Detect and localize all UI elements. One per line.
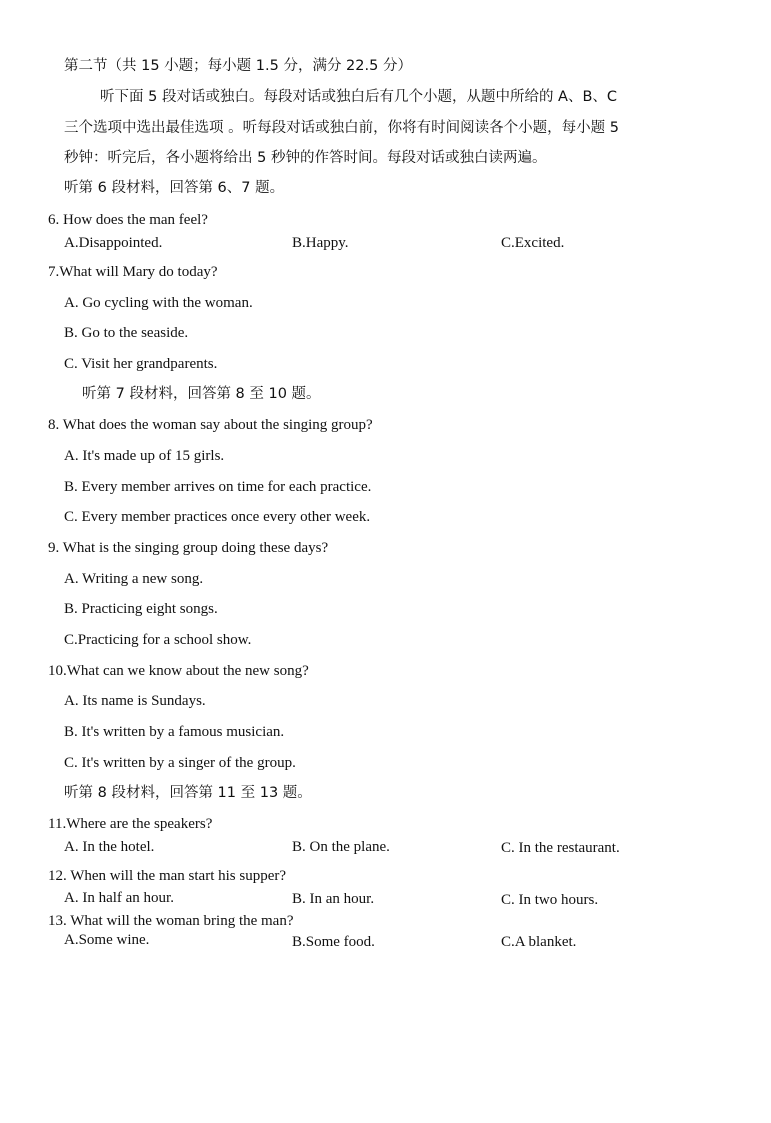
option-b: B. Go to the seaside. (64, 325, 189, 341)
option-b: B. In an hour. (292, 891, 375, 907)
option-b: B.Happy. (292, 235, 349, 251)
question-stem: 13. What will the woman bring the man? (48, 913, 294, 929)
option-a: A. In half an hour. (64, 890, 174, 906)
option-c: C.Excited. (501, 235, 565, 251)
option-a: A. Go cycling with the woman. (64, 295, 253, 311)
option-a: A. It's made up of 15 girls. (64, 448, 225, 464)
option-b: B. Every member arrives on time for each practice. (64, 479, 372, 495)
option-b: B.Some food. (292, 934, 375, 950)
option-c: C. Visit her grandparents. (64, 356, 218, 372)
instruction-line: 秒钟：听完后，各小题将给出 5 秒钟的作答时间。每段对话或独白读两遍。 (64, 150, 547, 166)
material-heading: 听第 6 段材料，回答第 6、7 题。 (64, 180, 285, 196)
option-b: B. On the plane. (292, 839, 390, 855)
option-c: C. In the restaurant. (501, 840, 620, 856)
option-a: A.Disappointed. (64, 235, 163, 251)
option-c: C.Practicing for a school show. (64, 632, 252, 648)
question-stem: 11.Where are the speakers? (48, 816, 213, 832)
option-c: C. Every member practices once every other week. (64, 509, 371, 525)
question-stem: 6. How does the man feel? (48, 212, 208, 228)
material-heading: 听第 7 段材料，回答第 8 至 10 题。 (82, 386, 321, 402)
instruction-line: 听下面 5 段对话或独白。每段对话或独白后有几个小题，从题中所给的 A、B、C (100, 89, 618, 105)
instruction-line: 三个选项中选出最佳选项 。听每段对话或独白前，你将有时间阅读各个小题，每小题 5 (64, 120, 619, 136)
question-stem: 9. What is the singing group doing these days? (48, 540, 329, 556)
option-c: C. It's written by a singer of the group. (64, 755, 296, 771)
option-c: C.A blanket. (501, 934, 577, 950)
question-stem: 12. When will the man start his supper? (48, 868, 287, 884)
option-b: B. It's written by a famous musician. (64, 724, 285, 740)
option-a: A.Some wine. (64, 932, 150, 948)
option-a: A. Writing a new song. (64, 571, 204, 587)
section-title: 第二节（共 15 小题；每小题 1.5 分，满分 22.5 分） (64, 58, 412, 74)
option-a: A. Its name is Sundays. (64, 693, 206, 709)
material-heading: 听第 8 段材料，回答第 11 至 13 题。 (64, 785, 312, 801)
option-c: C. In two hours. (501, 892, 599, 908)
question-stem: 8. What does the woman say about the singing group? (48, 417, 373, 433)
option-b: B. Practicing eight songs. (64, 601, 218, 617)
option-a: A. In the hotel. (64, 839, 155, 855)
question-stem: 7.What will Mary do today? (48, 264, 218, 280)
question-stem: 10.What can we know about the new song? (48, 663, 309, 679)
